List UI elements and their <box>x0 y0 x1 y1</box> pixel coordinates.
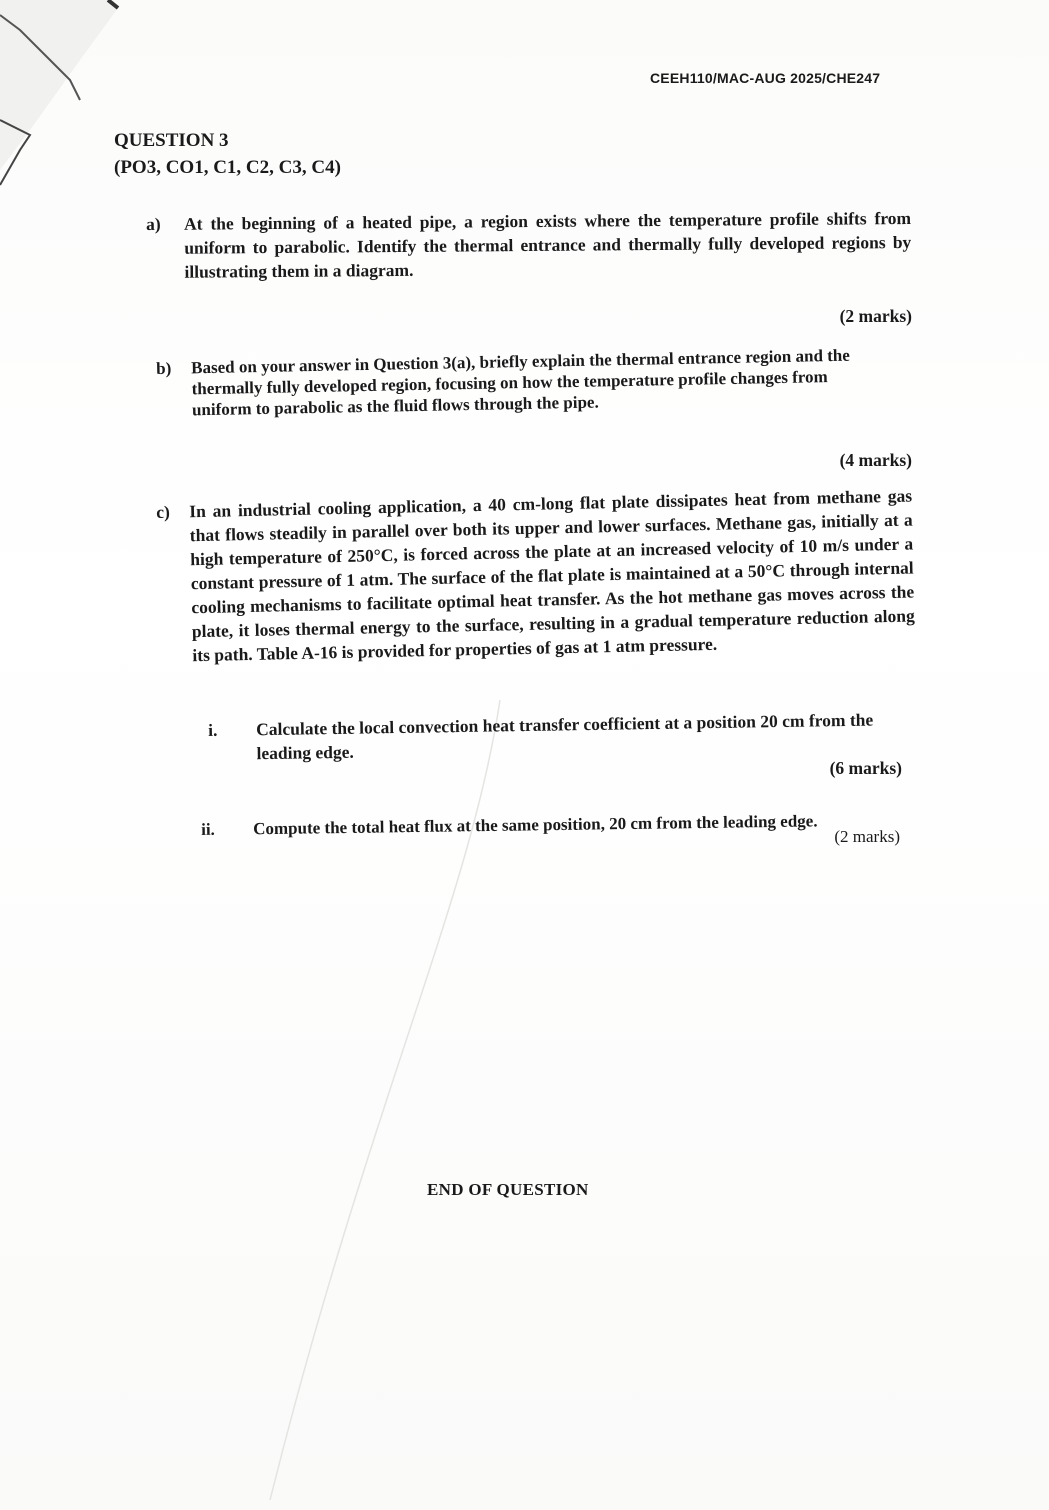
part-b-label: b) <box>156 358 172 378</box>
part-b-marks: (4 marks) <box>839 450 912 470</box>
question-title: QUESTION 3 <box>114 130 229 151</box>
part-c-sub-i-text: Calculate the local convection heat transfer coefficient at a position 20 cm from the leading edge. <box>256 709 874 764</box>
part-c-sub-i-label: i. <box>208 719 218 740</box>
part-a-label: a) <box>146 213 161 234</box>
part-c-sub-i-marks: (6 marks) <box>829 758 902 778</box>
part-a-marks: (2 marks) <box>839 306 912 326</box>
part-c-sub-ii-text: Compute the total heat flux at the same position, 20 cm from the leading edge. <box>253 811 818 839</box>
part-c-sub-i <box>208 707 918 764</box>
part-b-text: Based on your answer in Question 3(a), briefly explain the thermal entrance region and the thermally fully developed region, focusing on how the temperature profile changes from uniform to parabolic as the fluid flows through the pipe. <box>191 345 851 420</box>
question-outcomes: (PO3, CO1, C1, C2, C3, C4) <box>114 157 341 178</box>
part-c-sub-ii-marks: (2 marks) <box>834 827 900 846</box>
part-c <box>156 483 916 666</box>
part-a-text: At the beginning of a heated pipe, a region exists where the temperature profile shifts from uniform to parabolic. Identify the thermal entrance and thermally fully developed regions by illustrating them in a diagram. <box>184 207 912 282</box>
end-of-question: END OF QUESTION <box>427 1180 589 1199</box>
part-c-label: c) <box>156 501 171 522</box>
part-c-sub-ii-label: ii. <box>201 819 215 839</box>
part-c-text: In an industrial cooling application, a 40 cm-long flat plate dissipates heat from methane gas that flows steadily in parallel over both its upper and lower surfaces. Methane gas, initially at a high temperature of 250°C, is forced across the plate at an increased velocity of 10 m/s under a constant pressure of 1 atm. The surface of the flat plate is maintained at a 50°C through internal cooling mechanisms to facilitate optimal heat transfer. As the hot methane gas moves across the plate, it loses thermal energy to the surface, resulting in a gradual temperature reduction along its path. Table A-16 is provided for properties of gas at 1 atm pressure. <box>189 485 915 666</box>
part-a <box>146 206 916 282</box>
part-b <box>156 344 886 420</box>
course-code-header: CEEH110/MAC-AUG 2025/CHE247 <box>650 70 881 86</box>
